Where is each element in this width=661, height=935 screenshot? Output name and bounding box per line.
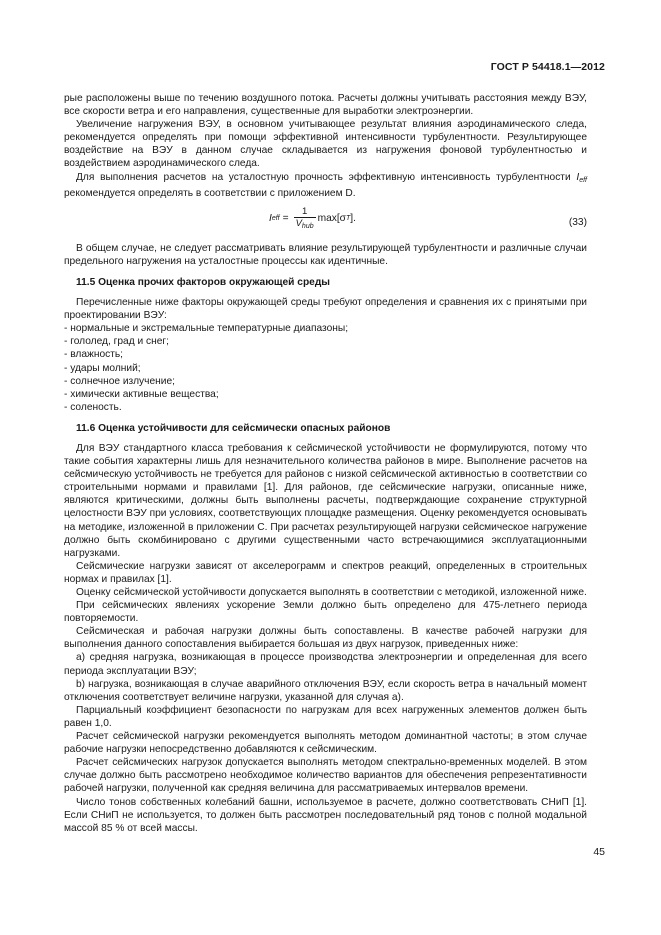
text: рекомендуется определять в соответствии с приложением D. <box>64 187 356 199</box>
paragraph: Расчет сейсмических нагрузок допускается выполнять методом спектрально-временных моделей. В этом случае должно быть рассмотрено необходимое количество вариантов для обеспечения репрезентативности рабочей нагрузки, полученной как средняя величина для рассматриваемых интервалов времени. <box>64 757 587 795</box>
factor-list <box>64 322 587 414</box>
formula-max: max <box>317 213 337 225</box>
paragraph: Для ВЭУ стандартного класса требования к сейсмической устойчивости не формулируются, потому что такие события характерны лишь для незначительного количества районов в мире. Выполнение расчетов на сейсмическую устойчивость не требуется для районов с низкой сейсмической активностью в соответствии со строительными нормами и правилами [1]. Для районов, где сейсмические нагрузки, описанные ниже, являются критическими, должны быть выполнены расчеты, подтверждающие сохранение структурной целостности ВЭУ при условиях, соответствующих площадке размещения. Оценку рекомендуется основывать на методике, изложенной в приложении С. При расчетах результирующей нагрузки сейсмическое нагружение должно быть скомбинировано с другими существенными часто встречающимися эксплуатационными нагрузками. <box>64 442 587 559</box>
formula-block <box>64 202 587 238</box>
paragraph: В общем случае, не следует рассматривать влияние результирующей турбулентности и различные случаи предельного нагружения на усталостные процессы как идентичные. <box>64 242 587 267</box>
paragraph: Увеличение нагружения ВЭУ, в основном учитывающее результат влияния аэродинамического следа, рекомендуется определять при помощи эффективной интенсивности турбулентности. Результирующее воздействие на ВЭУ в данном случае складывается из нагружения фоновой турбулентностью и воздействием аэродинамического следа. <box>64 119 587 170</box>
formula-lhs: I <box>269 213 272 225</box>
paragraph: Расчет сейсмической нагрузки рекомендуется выполнять методом доминантной частоты; в этом случае рабочие нагрузки непосредственно добавляются к сейсмическим. <box>64 731 587 756</box>
paragraph: а) средняя нагрузка, возникающая в процессе производства электроэнергии и определенная для всего периода эксплуатации ВЭУ; <box>64 652 587 677</box>
paragraph-with-symbol <box>64 171 587 200</box>
formula-arg-close: ]. <box>350 213 356 225</box>
formula-equals: = <box>282 213 289 225</box>
paragraph: b) нагрузка, возникающая в случае аварийного отключения ВЭУ, если скорость ветра в начальный момент отключения соответствует величине нагрузки, указанной для случая а). <box>64 678 587 703</box>
list-item: - соленость. <box>64 401 122 413</box>
symbol-i: I <box>576 171 580 183</box>
paragraph: Число тонов собственных колебаний башни, используемое в расчете, должно соответствовать СНиП [1]. Если СНиП не используется, то должен быть рассмотрен последовательный ряд тонов с полной модальной массой 85 % от всей массы. <box>64 796 587 834</box>
page-body <box>64 92 587 835</box>
denom-subscript: hub <box>301 222 314 230</box>
list-item: - гололед, град и снег; <box>64 336 169 348</box>
formula <box>269 206 356 232</box>
paragraph: Перечисленные ниже факторы окружающей среды требуют определения и сравнения их с принятыми при проектировании ВЭУ: <box>64 297 587 322</box>
list-item: - удары молний; <box>64 362 141 374</box>
section-heading: 11.5 Оценка прочих факторов окружающей среды <box>76 276 331 288</box>
list-item: - влажность; <box>64 349 124 361</box>
list-item: - химически активные вещества; <box>64 388 219 400</box>
list-item: - солнечное излучение; <box>64 375 175 387</box>
formula-number: (33) <box>568 216 587 228</box>
document-code: ГОСТ Р 54418.1—2012 <box>490 61 605 73</box>
paragraph: Парциальный коэффициент безопасности по нагрузкам для всех нагруженных элементов должен быть равен 1,0. <box>64 704 587 729</box>
fraction-denominator <box>296 218 314 232</box>
paragraph: Сейсмические нагрузки зависят от акселерограмм и спектров реакций, определенных в строительных нормах и правилах [1]. <box>64 560 587 585</box>
paragraph: Сейсмическая и рабочая нагрузки должны быть сопоставлены. В качестве рабочей нагрузки для выполнения данного сопоставления выбирается большая из двух нагрузок, приведенных ниже: <box>64 626 587 651</box>
formula-fraction <box>294 206 316 232</box>
paragraph: Оценку сейсмической устойчивости допускается выполнять в соответствии с методикой, изложенной ниже. <box>76 587 587 598</box>
text: Для выполнения расчетов на усталостную прочность эффективную интенсивность турбулентности <box>76 171 577 183</box>
symbol-subscript: eff <box>579 176 587 184</box>
paragraph: рые расположены выше по течению воздушного потока. Расчеты должны учитывать расстояния между ВЭУ, все скорости ветра и его направления, существенные для выработки электроэнергии. <box>64 93 587 118</box>
formula-arg-sub: T <box>345 215 351 223</box>
page-number: 45 <box>593 846 605 858</box>
paragraph: При сейсмических явлениях ускорение Земли должно быть определено для 475-летнего периода повторяемости. <box>64 600 587 625</box>
list-item: - нормальные и экстремальные температурные диапазоны; <box>64 323 349 335</box>
fraction-numerator: 1 <box>301 205 308 217</box>
formula-lhs-sub: eff <box>271 215 280 223</box>
denom-symbol: V <box>295 217 302 229</box>
formula-arg: [σ <box>336 213 346 225</box>
section-heading: 11.6 Оценка устойчивости для сейсмически опасных районов <box>76 422 391 434</box>
